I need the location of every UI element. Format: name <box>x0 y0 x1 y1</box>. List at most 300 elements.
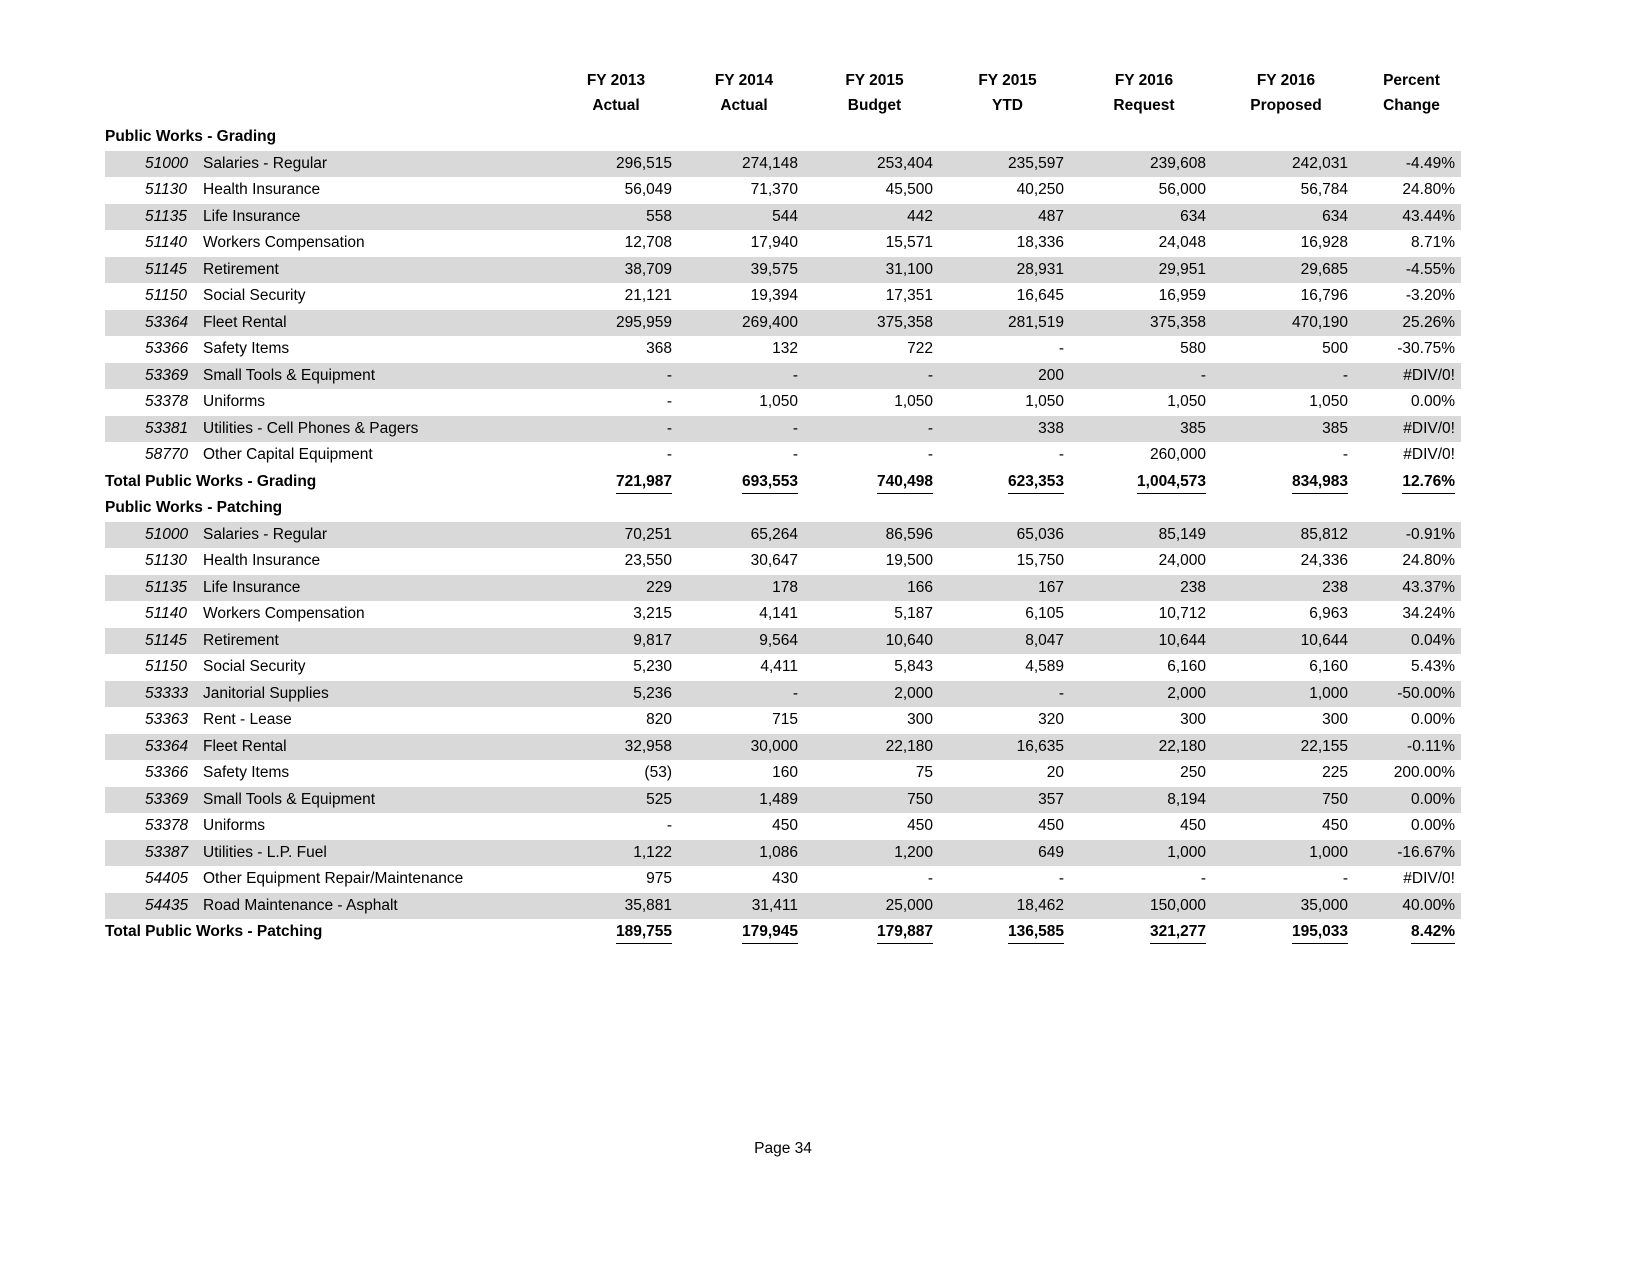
value-cell: 269,400 <box>741 313 798 331</box>
value-cell: 253,404 <box>876 154 933 172</box>
value-cell: - <box>792 446 798 463</box>
value-cell: 1,086 <box>759 843 798 861</box>
value-cell: 9,564 <box>759 631 798 649</box>
col-header-line1: FY 2014 <box>714 72 774 89</box>
col-header-line1: FY 2013 <box>586 72 646 89</box>
value-cell: 10,640 <box>885 631 933 649</box>
value-cell: 0.04% <box>1411 631 1455 649</box>
value-cell: - <box>1342 446 1348 463</box>
value-cell: 35,881 <box>624 896 672 914</box>
account-cell <box>105 813 560 840</box>
value-cell: 5,236 <box>633 684 672 702</box>
value-cell: 24,048 <box>1158 234 1206 251</box>
value-cell: 296,515 <box>615 154 672 172</box>
table-row <box>105 893 1461 920</box>
value-cell: 430 <box>772 870 798 887</box>
value-cell: 338 <box>1038 419 1064 437</box>
value-cell: 1,000 <box>1167 843 1206 861</box>
value-cell: #DIV/0! <box>1403 366 1455 384</box>
table-row <box>105 310 1461 337</box>
value-cell: -3.20% <box>1405 287 1455 304</box>
value-cell: 85,149 <box>1158 525 1206 543</box>
account-description: Rent - Lease <box>203 711 292 728</box>
budget-table-body <box>105 124 1461 946</box>
table-row <box>105 257 1461 284</box>
value-cell: 229 <box>646 578 672 596</box>
value-cell: - <box>927 366 933 384</box>
account-code: 51135 <box>145 578 187 596</box>
value-cell: 29,685 <box>1300 260 1348 278</box>
col-header-line2: Request <box>1113 97 1175 114</box>
section-total-row <box>105 919 1461 946</box>
value-cell: 22,155 <box>1300 737 1348 755</box>
value-cell: 0.00% <box>1411 817 1455 834</box>
value-cell: 2,000 <box>894 684 933 702</box>
table-row <box>105 866 1461 893</box>
total-value: 8.42% <box>1411 922 1455 944</box>
total-value: 1,004,573 <box>1137 472 1206 494</box>
total-value: 179,945 <box>742 922 798 944</box>
table-row <box>105 813 1461 840</box>
account-cell <box>105 177 560 204</box>
account-code: 51145 <box>145 260 187 278</box>
col-header-line1: FY 2016 <box>1114 72 1174 89</box>
value-cell: - <box>1200 366 1206 384</box>
total-value: 693,553 <box>742 472 798 494</box>
value-cell: 65,036 <box>1016 525 1064 543</box>
value-cell: - <box>927 446 933 463</box>
value-cell: 9,817 <box>633 631 672 649</box>
value-cell: - <box>792 684 798 702</box>
value-cell: 71,370 <box>750 181 798 198</box>
account-description: Workers Compensation <box>203 605 365 622</box>
value-cell: -0.11% <box>1407 737 1455 755</box>
value-cell: 24.80% <box>1402 181 1455 198</box>
account-description: Safety Items <box>203 340 290 357</box>
value-cell: -0.91% <box>1405 525 1455 543</box>
table-row <box>105 363 1461 390</box>
value-cell: 18,336 <box>1016 234 1064 251</box>
value-cell: 1,489 <box>759 790 798 808</box>
value-cell: - <box>666 446 672 463</box>
value-cell: 470,190 <box>1291 313 1348 331</box>
total-value-cell <box>1366 469 1461 496</box>
account-description: Other Equipment Repair/Maintenance <box>203 870 464 887</box>
account-cell <box>105 893 560 920</box>
total-value-cell <box>560 469 690 496</box>
account-cell <box>105 204 560 231</box>
table-row <box>105 389 1461 416</box>
value-cell: 24.80% <box>1402 552 1455 569</box>
value-cell: #DIV/0! <box>1403 870 1455 887</box>
col-header-line2: Change <box>1383 97 1440 114</box>
value-cell: 4,411 <box>760 658 798 675</box>
value-cell: 56,049 <box>624 181 672 198</box>
total-value-cell <box>951 469 1082 496</box>
account-description: Safety Items <box>203 764 290 781</box>
col-header-line1: FY 2015 <box>845 72 904 89</box>
value-cell: 10,644 <box>1300 631 1348 649</box>
value-cell: 295,959 <box>615 313 672 331</box>
account-code: 51130 <box>145 552 187 569</box>
account-cell <box>105 310 560 337</box>
total-value: 12.76% <box>1402 472 1455 494</box>
account-cell <box>105 522 560 549</box>
table-row <box>105 442 1461 469</box>
table-row <box>105 151 1461 178</box>
value-cell: 40,250 <box>1016 181 1064 198</box>
total-value: 834,983 <box>1292 472 1348 494</box>
value-cell: 32,958 <box>624 737 672 755</box>
account-code: 51130 <box>145 181 187 198</box>
account-description: Social Security <box>203 287 306 304</box>
value-cell: 1,050 <box>1309 393 1348 410</box>
account-cell <box>105 760 560 787</box>
value-cell: 1,200 <box>894 843 933 861</box>
account-code: 51140 <box>145 605 187 622</box>
table-row <box>105 283 1461 310</box>
value-cell: 56,784 <box>1300 181 1348 198</box>
table-row <box>105 522 1461 549</box>
account-code: 53366 <box>145 340 189 357</box>
account-code: 53364 <box>145 313 189 331</box>
value-cell: - <box>927 419 933 437</box>
account-description: Other Capital Equipment <box>203 446 373 463</box>
account-cell <box>105 257 560 284</box>
total-value-cell <box>951 919 1082 946</box>
account-cell <box>105 866 560 893</box>
value-cell: 1,050 <box>759 393 798 410</box>
value-cell: 6,105 <box>1025 605 1064 622</box>
value-cell: 178 <box>772 578 798 596</box>
table-row <box>105 575 1461 602</box>
value-cell: 281,519 <box>1007 313 1064 331</box>
col-header-fy2016-request <box>1082 68 1224 124</box>
value-cell: 300 <box>1180 711 1206 728</box>
value-cell: 16,635 <box>1016 737 1064 755</box>
value-cell: 320 <box>1038 711 1064 728</box>
table-row <box>105 548 1461 575</box>
value-cell: 0.00% <box>1411 790 1455 808</box>
value-cell: 1,050 <box>1025 393 1064 410</box>
table-row <box>105 230 1461 257</box>
account-code: 51150 <box>145 658 187 675</box>
value-cell: 5,230 <box>633 658 672 675</box>
value-cell: 17,940 <box>750 234 798 251</box>
value-cell: 85,812 <box>1300 525 1348 543</box>
value-cell: 274,148 <box>741 154 798 172</box>
col-header-line2: Actual <box>720 97 768 114</box>
account-description: Health Insurance <box>203 181 321 198</box>
value-cell: 634 <box>1180 207 1206 225</box>
total-value: 623,353 <box>1008 472 1064 494</box>
value-cell: 2,000 <box>1167 684 1206 702</box>
table-row <box>105 336 1461 363</box>
value-cell: 6,963 <box>1309 605 1348 622</box>
account-code: 58770 <box>145 446 189 463</box>
value-cell: 3,215 <box>633 605 672 622</box>
value-cell: 8.71% <box>1411 234 1455 251</box>
value-cell: 820 <box>646 711 672 728</box>
value-cell: 21,121 <box>624 287 672 304</box>
value-cell: 715 <box>772 711 798 728</box>
value-cell: 238 <box>1322 578 1348 596</box>
value-cell: 29,951 <box>1158 260 1206 278</box>
account-code: 53387 <box>145 843 189 861</box>
total-value-cell <box>816 469 951 496</box>
account-code: 53378 <box>145 817 189 834</box>
value-cell: -4.55% <box>1405 260 1455 278</box>
total-value: 189,755 <box>616 922 672 944</box>
account-description: Fleet Rental <box>203 737 287 755</box>
value-cell: 8,194 <box>1167 790 1206 808</box>
value-cell: 1,050 <box>894 393 933 410</box>
table-row <box>105 840 1461 867</box>
total-value: 136,585 <box>1008 922 1064 944</box>
value-cell: 450 <box>772 817 798 834</box>
value-cell: 200.00% <box>1393 764 1455 781</box>
account-cell <box>105 707 560 734</box>
account-description: Uniforms <box>203 393 266 410</box>
value-cell: 235,597 <box>1007 154 1064 172</box>
value-cell: 1,050 <box>1167 393 1206 410</box>
page-number: Page 34 <box>754 1140 812 1157</box>
value-cell: - <box>927 870 933 887</box>
account-cell <box>105 230 560 257</box>
value-cell: - <box>1058 870 1064 887</box>
value-cell: 15,571 <box>885 234 933 251</box>
value-cell: 20 <box>1046 764 1064 781</box>
value-cell: 16,959 <box>1158 287 1206 304</box>
account-cell <box>105 283 560 310</box>
value-cell: 580 <box>1180 340 1206 357</box>
section-title: Public Works - Patching <box>105 499 283 516</box>
total-label: Total Public Works - Patching <box>105 923 323 940</box>
value-cell: 357 <box>1038 790 1064 808</box>
value-cell: 5,843 <box>894 658 933 675</box>
value-cell: - <box>666 366 672 384</box>
value-cell: 18,462 <box>1016 896 1064 914</box>
table-header-row <box>105 68 1461 124</box>
value-cell: - <box>792 366 798 384</box>
value-cell: 167 <box>1038 578 1064 596</box>
account-description: Health Insurance <box>203 552 321 569</box>
account-cell <box>105 363 560 390</box>
account-code: 51150 <box>145 287 187 304</box>
value-cell: (53) <box>644 764 672 781</box>
value-cell: 34.24% <box>1402 605 1455 622</box>
value-cell: 40.00% <box>1402 896 1455 914</box>
account-code: 51135 <box>145 207 187 225</box>
account-description: Small Tools & Equipment <box>203 366 376 384</box>
account-description: Utilities - L.P. Fuel <box>203 843 327 861</box>
table-row <box>105 787 1461 814</box>
value-cell: 4,589 <box>1025 658 1064 675</box>
table-row <box>105 734 1461 761</box>
value-cell: 634 <box>1322 207 1348 225</box>
account-description: Salaries - Regular <box>203 154 328 172</box>
value-cell: - <box>1058 684 1064 702</box>
col-header-line2: Actual <box>592 97 640 114</box>
value-cell: 75 <box>915 764 933 781</box>
account-code: 53381 <box>145 419 189 437</box>
value-cell: 10,712 <box>1158 605 1206 622</box>
value-cell: - <box>1200 870 1206 887</box>
value-cell: 25,000 <box>885 896 933 914</box>
col-header-fy2014-actual <box>690 68 816 124</box>
value-cell: 200 <box>1038 366 1064 384</box>
account-code: 51000 <box>145 154 189 172</box>
table-row <box>105 760 1461 787</box>
col-header-line1: FY 2015 <box>978 72 1037 89</box>
table-row <box>105 628 1461 655</box>
account-description: Small Tools & Equipment <box>203 790 376 808</box>
table-row <box>105 681 1461 708</box>
value-cell: 450 <box>1038 817 1064 834</box>
value-cell: - <box>1058 446 1064 463</box>
value-cell: 8,047 <box>1025 631 1064 649</box>
total-value-cell <box>560 919 690 946</box>
value-cell: 35,000 <box>1300 896 1348 914</box>
account-description: Salaries - Regular <box>203 525 328 543</box>
value-cell: 30,000 <box>750 737 798 755</box>
value-cell: 722 <box>907 340 933 357</box>
value-cell: 30,647 <box>750 552 798 569</box>
value-cell: 750 <box>907 790 933 808</box>
value-cell: 450 <box>907 817 933 834</box>
total-value-cell <box>1224 919 1366 946</box>
value-cell: 6,160 <box>1309 658 1348 675</box>
account-cell <box>105 787 560 814</box>
account-cell <box>105 575 560 602</box>
value-cell: 65,264 <box>750 525 798 543</box>
table-row <box>105 416 1461 443</box>
account-description: Retirement <box>203 631 279 649</box>
value-cell: 558 <box>646 207 672 225</box>
value-cell: 260,000 <box>1149 446 1206 463</box>
account-cell <box>105 336 560 363</box>
value-cell: - <box>792 419 798 437</box>
value-cell: 10,644 <box>1158 631 1206 649</box>
value-cell: 242,031 <box>1291 154 1348 172</box>
account-cell <box>105 548 560 575</box>
value-cell: 25.26% <box>1402 313 1455 331</box>
value-cell: 22,180 <box>885 737 933 755</box>
value-cell: 442 <box>907 207 933 225</box>
value-cell: 5.43% <box>1411 658 1455 675</box>
total-value: 179,887 <box>877 922 933 944</box>
account-description: Janitorial Supplies <box>203 684 329 702</box>
col-header-line1: Percent <box>1383 72 1440 89</box>
value-cell: 487 <box>1038 207 1064 225</box>
value-cell: - <box>666 419 672 437</box>
total-value-cell <box>1366 919 1461 946</box>
value-cell: 385 <box>1180 419 1206 437</box>
account-cell <box>105 734 560 761</box>
total-value-cell <box>816 919 951 946</box>
value-cell: 24,000 <box>1158 552 1206 569</box>
account-code: 54435 <box>145 896 189 914</box>
account-description: Uniforms <box>203 817 266 834</box>
total-value: 721,987 <box>616 472 672 494</box>
col-header-line2: Budget <box>847 97 902 114</box>
value-cell: 23,550 <box>624 552 672 569</box>
account-cell <box>105 654 560 681</box>
section-header-row <box>105 495 1461 522</box>
section-title: Public Works - Grading <box>105 128 277 145</box>
value-cell: 750 <box>1322 790 1348 808</box>
account-code: 51145 <box>145 631 187 649</box>
value-cell: 22,180 <box>1158 737 1206 755</box>
account-description: Workers Compensation <box>203 234 365 251</box>
value-cell: 450 <box>1180 817 1206 834</box>
value-cell: 24,336 <box>1300 552 1348 569</box>
value-cell: 375,358 <box>1149 313 1206 331</box>
value-cell: 239,608 <box>1149 154 1206 172</box>
value-cell: -30.75% <box>1397 340 1455 357</box>
col-header-fy2013-actual <box>560 68 690 124</box>
account-code: 51000 <box>145 525 189 543</box>
total-value: 740,498 <box>877 472 933 494</box>
value-cell: - <box>666 817 672 834</box>
total-value: 195,033 <box>1292 922 1348 944</box>
col-header-line2: YTD <box>992 97 1023 114</box>
value-cell: 43.44% <box>1402 207 1455 225</box>
value-cell: 31,100 <box>885 260 933 278</box>
account-code: 53333 <box>145 684 189 702</box>
value-cell: - <box>1058 340 1064 357</box>
value-cell: 132 <box>772 340 798 357</box>
account-cell <box>105 681 560 708</box>
account-cell <box>105 442 560 469</box>
table-row <box>105 707 1461 734</box>
table-row <box>105 654 1461 681</box>
value-cell: 31,411 <box>751 896 798 914</box>
value-cell: 544 <box>772 207 798 225</box>
value-cell: 19,500 <box>885 552 933 569</box>
value-cell: 19,394 <box>750 287 798 304</box>
account-code: 53364 <box>145 737 189 755</box>
total-value: 321,277 <box>1150 922 1206 944</box>
section-header-row <box>105 124 1461 151</box>
value-cell: 160 <box>772 764 798 781</box>
value-cell: 17,351 <box>885 287 933 304</box>
col-header-line1: FY 2016 <box>1256 72 1316 89</box>
account-cell <box>105 151 560 178</box>
account-cell <box>105 416 560 443</box>
account-description: Social Security <box>203 658 306 675</box>
table-row <box>105 601 1461 628</box>
total-value-cell <box>690 919 816 946</box>
value-cell: 1,000 <box>1309 843 1348 861</box>
col-header-fy2016-proposed <box>1224 68 1366 124</box>
value-cell: 12,708 <box>624 234 672 251</box>
value-cell: 39,575 <box>750 260 798 278</box>
value-cell: -50.00% <box>1397 684 1455 702</box>
col-header-line2: Proposed <box>1250 97 1322 114</box>
value-cell: 4,141 <box>759 605 798 622</box>
value-cell: - <box>1342 366 1348 384</box>
budget-table <box>105 68 1461 946</box>
account-code: 53369 <box>145 790 189 808</box>
value-cell: 38,709 <box>624 260 672 278</box>
value-cell: 86,596 <box>885 525 933 543</box>
account-description: Life Insurance <box>203 578 301 596</box>
account-code: 53366 <box>145 764 189 781</box>
value-cell: 250 <box>1180 764 1206 781</box>
total-value-cell <box>1082 919 1224 946</box>
account-cell <box>105 601 560 628</box>
